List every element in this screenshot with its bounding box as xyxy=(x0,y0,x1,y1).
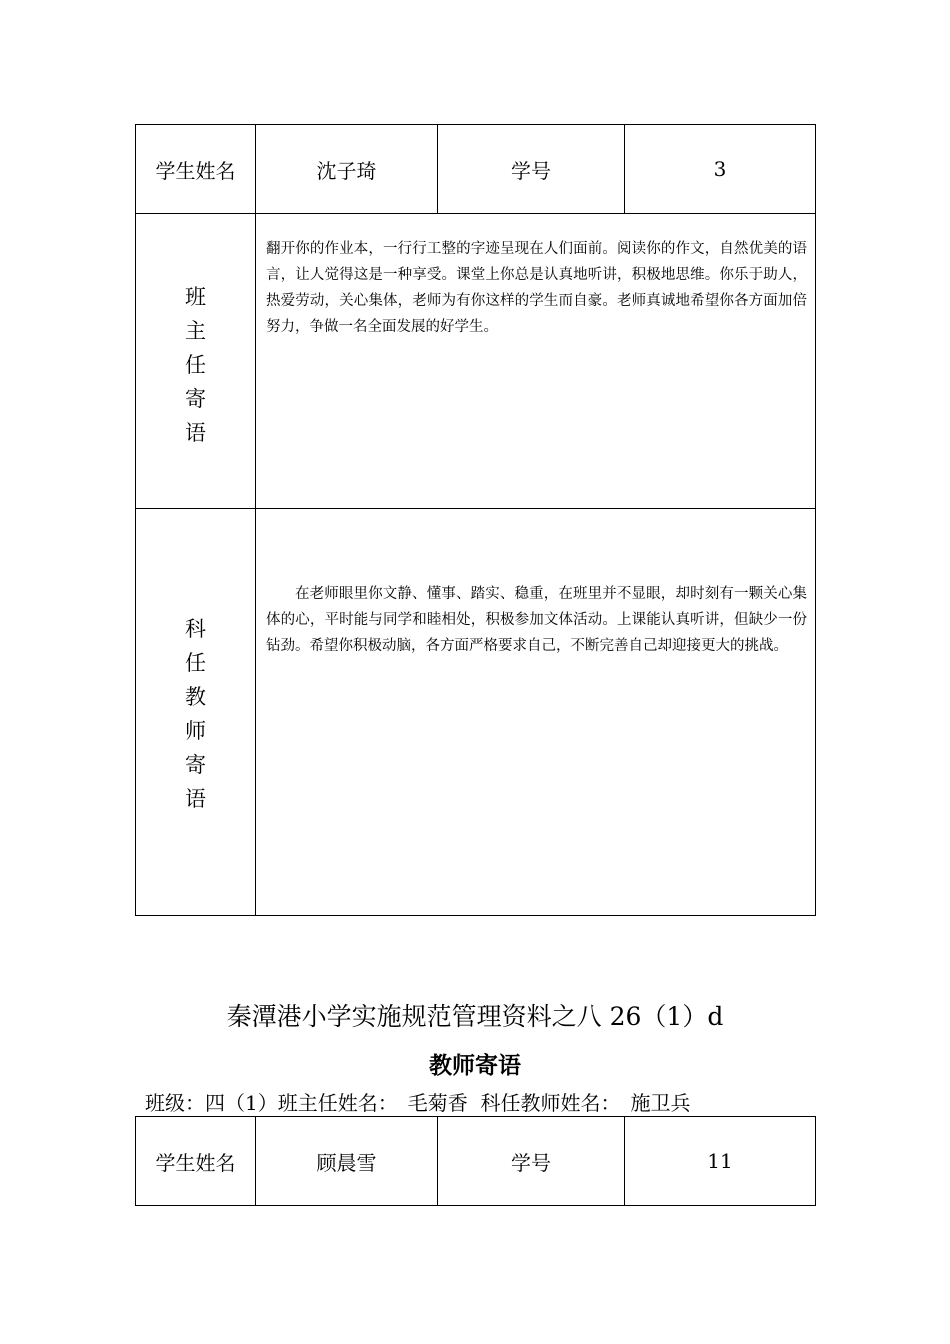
student-row xyxy=(136,1117,816,1206)
name-label-cell xyxy=(136,125,256,214)
subject-teacher-label-char: 任 xyxy=(185,651,206,675)
subject-teacher-label-char: 语 xyxy=(185,787,206,811)
head-teacher-label-char: 主 xyxy=(185,319,206,343)
id-label-cell xyxy=(438,1117,625,1206)
subject-teacher-row xyxy=(136,509,816,916)
record-table-1 xyxy=(135,124,816,916)
name-cell xyxy=(256,125,438,214)
id-label-cell xyxy=(438,125,625,214)
name-cell xyxy=(256,1117,438,1206)
school-title: 秦潭港小学实施规范管理资料之八 26（1）d xyxy=(226,1002,724,1031)
id-label: 学号 xyxy=(511,158,551,183)
subject-teacher-label-char: 科 xyxy=(185,617,206,641)
head-teacher-label-char: 语 xyxy=(185,421,206,445)
head-teacher-label-cell xyxy=(136,214,256,509)
student-row xyxy=(136,125,816,214)
id-cell xyxy=(625,125,816,214)
subject-teacher-comment: 在老师眼里你文静、懂事、踏实、稳重，在班里并不显眼，却时刻有一颗关心集体的心，平时能与同学和睦相处，积极参加文体活动。上课能认真听讲，但缺少一份钻劲。希望你积极动脑，各方面严格要求自己，不断完善自己却迎接更大的挑战。 xyxy=(266,586,807,654)
head-teacher-row xyxy=(136,214,816,509)
subject-teacher-label-char: 寄 xyxy=(185,753,206,777)
subject-teacher-comment-cell xyxy=(256,509,816,916)
subject-teacher-label-char: 教 xyxy=(185,685,206,709)
student-name: 沈子琦 xyxy=(316,158,377,183)
page-subtitle: 教师寄语 xyxy=(429,1052,521,1079)
head-teacher-comment-cell xyxy=(256,214,816,509)
class-info-line: 班级：四（1）班主任姓名： 毛菊香 科任教师姓名： 施卫兵 xyxy=(145,1091,691,1115)
student-id: 3 xyxy=(713,157,727,181)
id-cell xyxy=(625,1117,816,1206)
head-teacher-label-char: 寄 xyxy=(185,387,206,411)
record-table-2 xyxy=(135,1116,816,1206)
id-label: 学号 xyxy=(511,1150,551,1175)
head-teacher-label-char: 班 xyxy=(185,285,206,309)
subject-teacher-label-cell xyxy=(136,509,256,916)
student-name: 顾晨雪 xyxy=(316,1150,377,1175)
student-id: 11 xyxy=(707,1149,733,1173)
head-teacher-comment: 翻开你的作业本，一行行工整的字迹呈现在人们面前。阅读你的作文，自然优美的语言，让人觉得这是一种享受。课堂上你总是认真地听讲，积极地思维。你乐于助人，热爱劳动，关心集体，老师为有你这样的学生而自豪。老师真诚地希望你各方面加倍努力，争做一名全面发展的好学生。 xyxy=(266,241,807,335)
subject-teacher-label-char: 师 xyxy=(185,719,206,743)
name-label: 学生姓名 xyxy=(155,158,236,183)
name-label-cell xyxy=(136,1117,256,1206)
head-teacher-label-char: 任 xyxy=(185,353,206,377)
name-label: 学生姓名 xyxy=(155,1150,236,1175)
